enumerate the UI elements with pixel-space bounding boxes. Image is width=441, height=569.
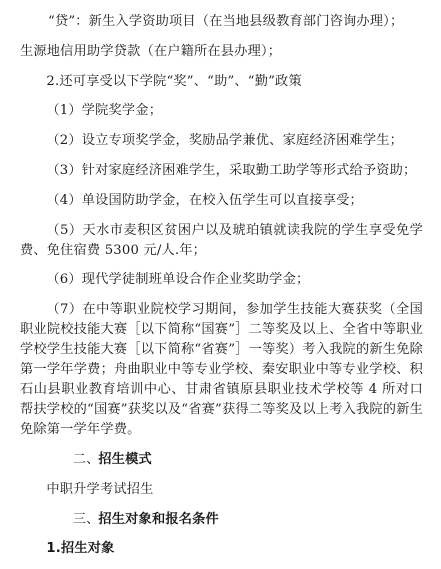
paragraph-credit-loan: 生源地信用助学贷款（在户籍所在县办理）； [20,43,282,59]
list-item-1: （1）学院奖学金； [46,103,163,119]
paragraph-policy-intro: 2.还可享受以下学院“奖”、“助”、“勤”政策 [46,73,302,89]
paragraph-loan-project: “贷”：新生入学资助项目（在当地县级教育部门咨询办理）； [48,14,404,29]
section-number: 三、 [72,511,100,527]
section-title: 招生对象和报名条件 [98,511,219,527]
list-item-7: （7）在中等职业院校学习期间，参加学生技能大赛获奖（全国职业院校技能大赛［以下简称“国赛”］二等奖及以上、全省中等职业学校学生技能大赛［以下简称“省赛”］一等奖）考入我院的新生免除第一学年学费；舟曲职业中等专业学校、秦安职业中等专业学校、积石山县职业教育培训中心、甘肃省镇原县职业技术学校等 4 所对口帮扶学校的“国赛”获奖以及“省赛”获得二等奖及以上考入我院的新生免除第一学年学费。 [20,302,423,438]
section-heading-3 [20,510,423,530]
section-2-body: 中职升学考试招生 [46,481,154,497]
list-item-6: （6）现代学徒制班单设合作企业奖助学金； [46,272,310,288]
list-item-5: （5）天水市麦积区贫困户以及琥珀镇就读我院的学生享受免学费、免住宿费 5300 元/人.年； [20,222,423,258]
section-title: 招生模式 [98,451,152,467]
list-item-3: （3）针对家庭经济困难学生，采取勤工助学等形式给予资助； [46,162,417,178]
subsection-heading: 1.招生对象 [46,541,115,557]
section-heading-2 [20,450,423,470]
list-item-4: （4）单设国防助学金，在校入伍学生可以直接享受； [46,192,363,208]
section-number: 二、 [72,451,100,467]
list-item-2: （2）设立专项奖学金，奖励品学兼优、家庭经济困难学生； [46,133,404,149]
